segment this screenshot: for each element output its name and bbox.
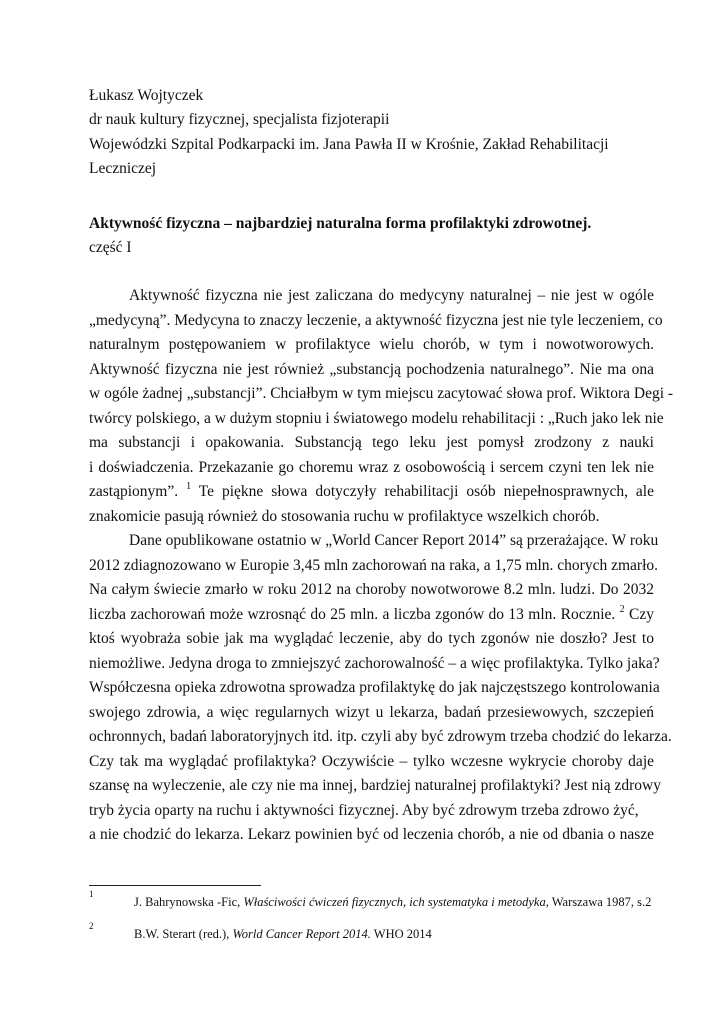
body-line: swojego zdrowia, a więc regularnych wizyt u lekarza, badań przesiewowych, szczepień: [89, 703, 654, 721]
footnote-number: 2: [89, 921, 94, 931]
body-line: niemożliwe. Jedyna droga to zmniejszyć zachorowalność – a więc profilaktyka. Tylko jaka?: [89, 654, 660, 672]
body-line: i doświadczenia. Przekazanie go choremu wraz z osobowością i sercem czyni ten lek nie: [89, 458, 654, 476]
author-name: Łukasz Wojtyczek: [89, 87, 204, 104]
body-line: Dane opublikowane ostatnio w „World Cancer Report 2014” są przerażające. W roku: [129, 532, 659, 549]
footnotes: [89, 889, 654, 957]
footnote-title: Właściwości ćwiczeń fizycznych, ich systematyka i metodyka,: [243, 895, 549, 909]
footnote-text: [134, 895, 651, 910]
footnote-author: J. Bahrynowska -Fic,: [134, 895, 241, 909]
body-line: Współczesna opieka zdrowotna sprowadza profilaktykę do jak najczęstszego kontrolowania: [89, 679, 660, 696]
author-affiliation-cont: Leczniczej: [89, 160, 157, 178]
body-line: tryb życia oparty na ruchu i aktywności fizycznej. Aby być zdrowym trzeba zdrowo żyć,: [89, 801, 639, 819]
footnote-divider: [89, 885, 261, 886]
body-line: szansę na wyleczenie, ale czy nie ma innej, bardziej naturalnej profilaktyki? Jest nią zdrowy: [89, 777, 661, 794]
body-text-fragment: zastąpionym”.: [89, 483, 179, 500]
body-line: a nie chodzić do lekarza. Lekarz powinien być od leczenia chorób, a nie od dbania o nasze: [89, 826, 654, 843]
footnote-ref-1: 1: [186, 481, 192, 492]
body-text-fragment: Te piękne słowa dotyczyły rehabilitacji osób niepełnosprawnych, ale: [198, 483, 654, 500]
body-text-fragment: Czy: [629, 605, 655, 623]
footnote-ref-2: 2: [619, 603, 625, 615]
article-body: [89, 284, 674, 848]
footnote-number: 1: [89, 889, 94, 899]
body-line: Aktywność fizyczna nie jest zaliczana do medycyny naturalnej – nie jest w ogóle: [129, 287, 654, 304]
footnote-2: [89, 921, 654, 957]
body-line: w ogóle żadnej „substancji”. Chciałbym w tym miejscu zacytować słowa prof. Wiktora Degi -: [89, 385, 674, 402]
author-degree: dr nauk kultury fizycznej, specjalista fizjoterapii: [89, 111, 390, 129]
body-line: „medycyną”. Medycyna to znaczy leczenie, a aktywność fizyczna jest nie tyle leczeniem, co: [89, 311, 663, 329]
body-line: [89, 480, 654, 505]
body-text-fragment: liczba zachorowań może wzrosnąć do 25 mln. a liczba zgonów do 13 mln. Rocznie.: [89, 605, 616, 623]
body-line: 2012 zdiagnozowano w Europie 3,45 mln zachorowań na raka, a 1,75 mln. chorych zmarło.: [89, 556, 659, 574]
body-line: naturalnym postępowaniem w profilaktyce wielu chorób, w tym i nowotworowych.: [89, 336, 654, 353]
body-line: ma substancji i opakowania. Substancją tego leku jest pomysł zrodzony z nauki: [89, 434, 654, 451]
body-line: ochronnych, badań laboratoryjnych itd. itp. czyli aby być zdrowym trzeba chodzić do lekarza.: [89, 728, 672, 745]
body-line: znakomicie pasują również do stosowania ruchu w profilaktyce wszelkich chorób.: [89, 507, 600, 525]
article-part: część I: [89, 239, 132, 256]
footnote-author: B.W. Sterart (red.),: [134, 927, 230, 941]
body-line: twórcy polskiego, a w dużym stopniu i światowego modelu rehabilitacji : „Ruch jako lek nie: [89, 409, 664, 427]
body-line: Na całym świecie zmarło w roku 2012 na choroby nowotworowe 8.2 mln. ludzi. Do 2032: [89, 581, 654, 598]
footnote-1: [89, 889, 654, 925]
article-heading: [89, 212, 669, 260]
body-line: Czy tak ma wyglądać profilaktyka? Oczywiście – tylko wczesne wykrycie choroby daje: [89, 752, 654, 770]
footnote-text: [134, 927, 432, 942]
author-affiliation: Wojewódzki Szpital Podkarpacki im. Jana Pawła II w Krośnie, Zakład Rehabilitacji: [89, 135, 609, 153]
article-title: Aktywność fizyczna – najbardziej naturalna forma profilaktyki zdrowotnej.: [89, 215, 592, 232]
body-line: ktoś wyobraża sobie jak ma wyglądać leczenie, aby do tych zgonów nie doszło? Jest to: [89, 630, 654, 647]
author-header: [89, 84, 669, 182]
body-line: Aktywność fizyczna nie jest również „substancją pochodzenia naturalnego”. Nie ma ona: [89, 360, 654, 378]
footnote-details: WHO 2014: [373, 927, 432, 941]
footnote-title: World Cancer Report 2014.: [232, 927, 371, 941]
body-line: [89, 603, 654, 628]
footnote-details: Warszawa 1987, s.2: [551, 895, 652, 909]
